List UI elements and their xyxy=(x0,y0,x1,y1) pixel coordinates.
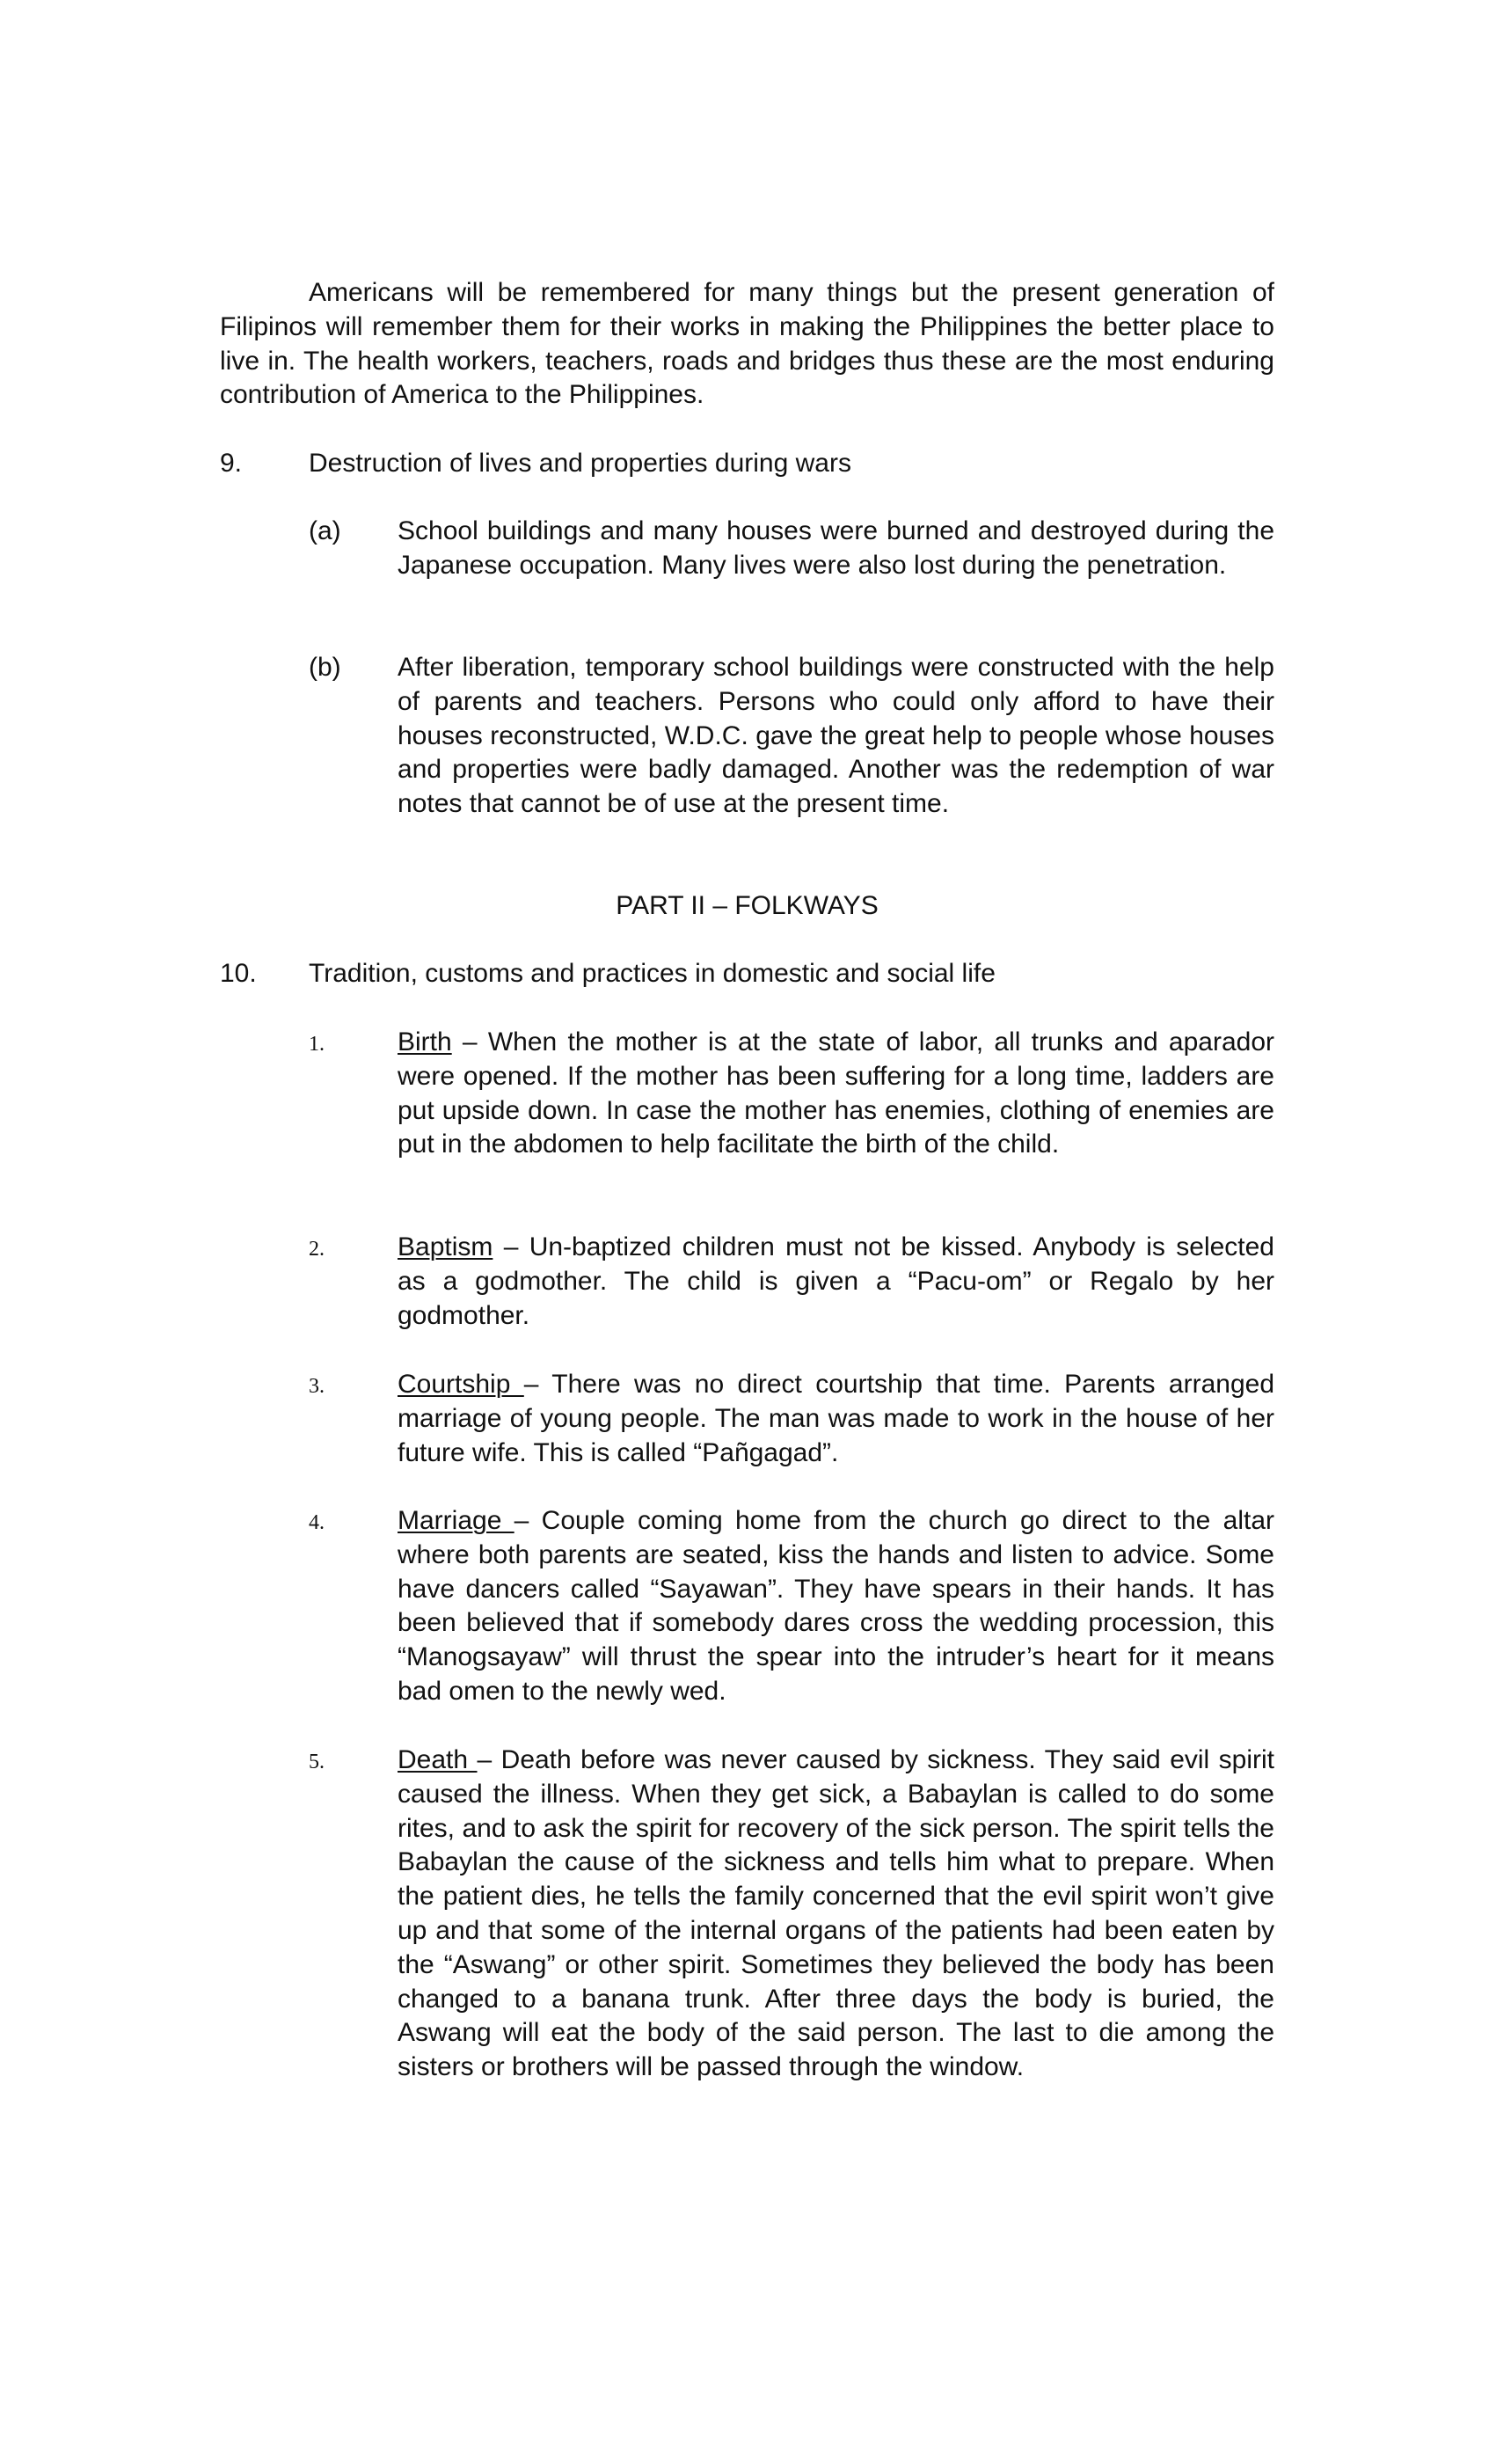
section-10-number: 10. xyxy=(220,959,257,988)
list-item-marriage xyxy=(309,1504,1274,1709)
item-term: Courtship xyxy=(398,1370,524,1399)
section-9-heading xyxy=(220,447,1274,481)
item-term: Death xyxy=(398,1745,478,1774)
item-number: 5. xyxy=(309,1751,325,1773)
item-term: Birth xyxy=(398,1027,452,1057)
item-number: 2. xyxy=(309,1238,325,1261)
item-number: 4. xyxy=(309,1511,325,1534)
item-term: Marriage xyxy=(398,1506,514,1535)
item-number: 3. xyxy=(309,1375,325,1398)
item-text xyxy=(398,1368,1274,1470)
item-text xyxy=(398,1026,1274,1162)
item-text xyxy=(398,1504,1274,1709)
item-text xyxy=(398,1231,1274,1333)
item-body: – When the mother is at the state of labor, all trunks and aparador were opened. If the mother has been suffering for a long time, ladders are put upside down. In case the mother has enemies, clothing of enemies are put in the abdomen to help facilitate the birth of the child. xyxy=(398,1027,1274,1159)
list-item-courtship xyxy=(309,1368,1274,1470)
item-text: After liberation, temporary school buildings were constructed with the help of parents and teachers. Persons who could only afford to have their houses reconstructed, W.D.C. gave the great help to people whose houses and properties were badly damaged. Another was the redemption of war notes that cannot be of use at the present time. xyxy=(398,653,1274,819)
item-body: – Death before was never caused by sickness. They said evil spirit caused the illness. When they get sick, a Babaylan is called to do some rites, and to ask the spirit for recovery of the sick person. The spirit tells the Babaylan the cause of the sickness and tells him what to prepare. When the patient dies, he tells the family concerned that the evil spirit won’t give up and that some of the internal organs of the patients had been eaten by the “Aswang” or other spirit. Sometimes they believed the body has been changed to a banana trunk. After three days the body is buried, the Aswang will eat the body of the said person. The last to die among the sisters or brothers will be passed through the window. xyxy=(398,1745,1275,2082)
list-item-baptism xyxy=(309,1231,1274,1333)
item-text: School buildings and many houses were burned and destroyed during the Japanese occupation. Many lives were also lost during the penetration. xyxy=(398,516,1274,580)
section-9-item-a xyxy=(309,515,1274,583)
list-item-birth xyxy=(309,1026,1274,1162)
item-term: Baptism xyxy=(398,1232,493,1261)
item-body: – Couple coming home from the church go direct to the altar where both parents are seated, kiss the hands and listen to advice. Some have dancers called “Sayawan”. They have spears in their hands. It has been believed that if somebody dares cross the wedding procession, this “Manogsayaw” will thrust the spear into the intruder’s heart for it means bad omen to the newly wed. xyxy=(398,1506,1274,1706)
section-9-item-b xyxy=(309,651,1274,822)
intro-paragraph: Americans will be remembered for many things but the present generation of Filipinos will remember them for their works in making the Philippines the better place to live in. The health workers, teachers, roads and bridges thus these are the most enduring contribution of America to the Philippines. xyxy=(220,278,1274,410)
list-item-death xyxy=(309,1744,1274,2085)
item-text xyxy=(398,1744,1274,2085)
section-9-title: Destruction of lives and properties during wars xyxy=(309,449,851,478)
section-9-number: 9. xyxy=(220,449,243,478)
item-label: (a) xyxy=(309,516,341,545)
item-body: – Un-baptized children must not be kissed. Anybody is selected as a godmother. The child is given a “Pacu-om” or Regalo by her godmother. xyxy=(398,1232,1274,1330)
item-label: (b) xyxy=(309,653,341,682)
item-body: – There was no direct courtship that time. Parents arranged marriage of young people. The man was made to work in the house of her future wife. This is called “Pañgagad”. xyxy=(398,1370,1275,1467)
section-10-heading xyxy=(220,957,1274,991)
part-heading: PART II – FOLKWAYS xyxy=(616,891,879,920)
section-10-title: Tradition, customs and practices in domestic and social life xyxy=(309,959,996,988)
item-number: 1. xyxy=(309,1033,325,1056)
